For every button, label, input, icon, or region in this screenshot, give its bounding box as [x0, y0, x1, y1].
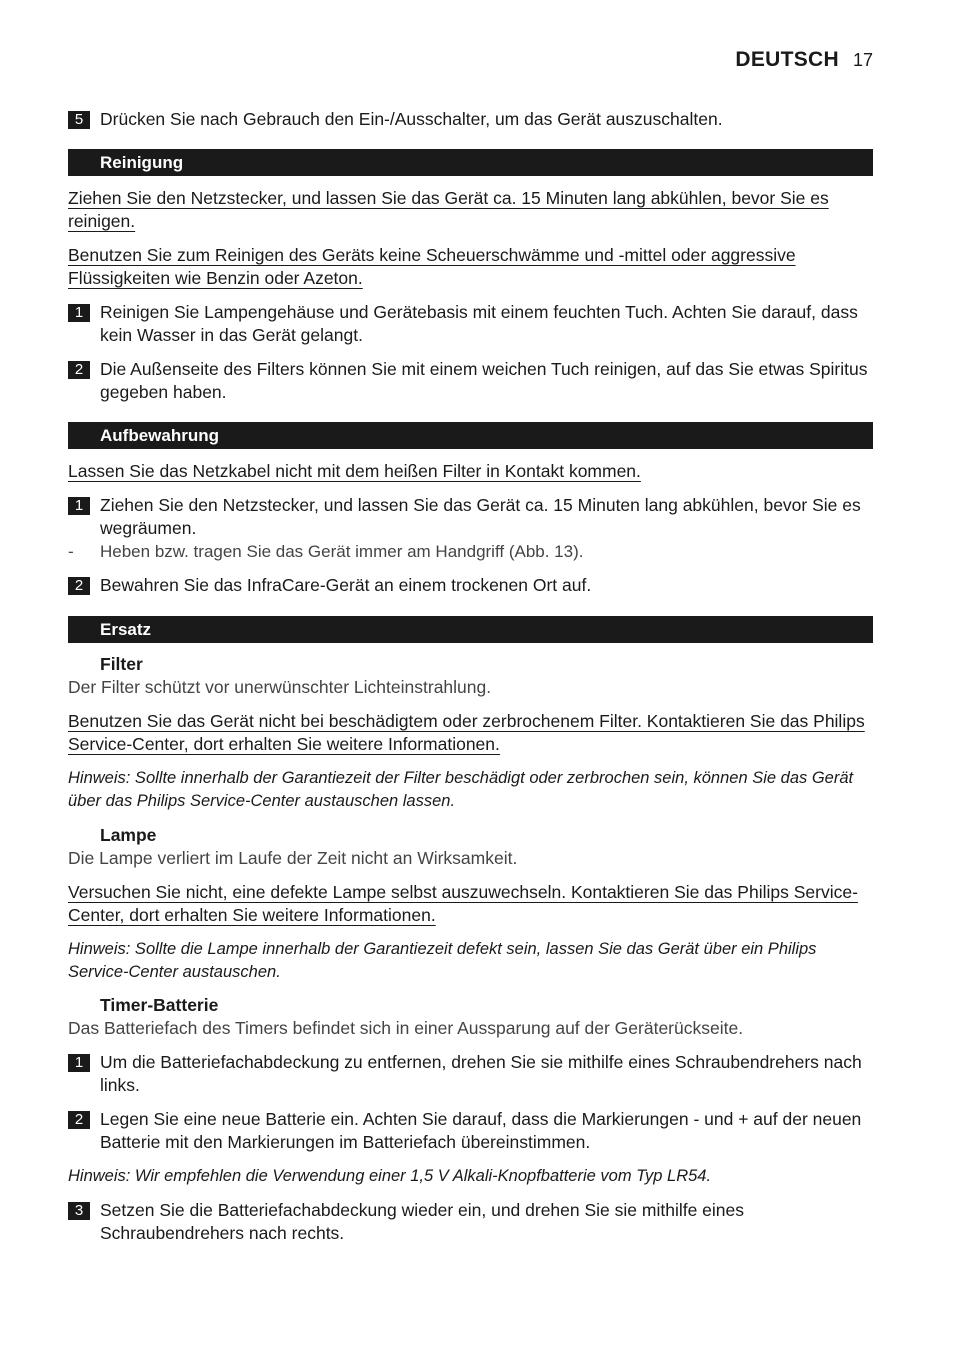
note-text: Hinweis: Sollte die Lampe innerhalb der Garantiezeit defekt sein, lassen Sie das Gerät über ein Philips Service-Center austauschen. — [68, 940, 817, 981]
step-item — [68, 1051, 873, 1097]
step-number: 1 — [68, 1054, 90, 1072]
step-item — [68, 1199, 873, 1245]
section-title-aufbewahrung: Aufbewahrung — [68, 422, 873, 449]
step-number: 2 — [68, 577, 90, 595]
section-title-ersatz: Ersatz — [68, 616, 873, 643]
subheading-timer-batterie: Timer-Batterie — [100, 995, 219, 1015]
step-item — [68, 574, 873, 597]
step-item — [68, 301, 873, 347]
step-text: Reinigen Sie Lampengehäuse und Gerätebasis mit einem feuchten Tuch. Achten Sie darauf, dass kein Wasser in das Gerät gelangt. — [100, 302, 858, 345]
note-text: Hinweis: Sollte innerhalb der Garantiezeit der Filter beschädigt oder zerbrochen sein, können Sie das Gerät über das Philips Service-Center austauschen lassen. — [68, 769, 854, 810]
page-number: 17 — [852, 50, 873, 70]
step-text: Bewahren Sie das InfraCare-Gerät an einem trockenen Ort auf. — [100, 575, 592, 595]
body-text: Die Lampe verliert im Laufe der Zeit nicht an Wirksamkeit. — [68, 848, 518, 868]
warning-text: Versuchen Sie nicht, eine defekte Lampe selbst auszuwechseln. Kontaktieren Sie das Philips Service-Center, dort erhalten Sie weitere Informationen. — [68, 882, 858, 925]
step-text: Ziehen Sie den Netzstecker, und lassen Sie das Gerät ca. 15 Minuten lang abkühlen, bevor Sie es wegräumen. — [100, 495, 861, 538]
step-text: Legen Sie eine neue Batterie ein. Achten Sie darauf, dass die Markierungen - und + auf der neuen Batterie mit den Markierungen im Batteriefach übereinstimmen. — [100, 1109, 862, 1152]
dash-text: Heben bzw. tragen Sie das Gerät immer am Handgriff (Abb. 13). — [100, 542, 584, 561]
step-text: Um die Batteriefachabdeckung zu entfernen, drehen Sie sie mithilfe eines Schraubendrehers nach links. — [100, 1052, 862, 1095]
step-item — [68, 494, 873, 540]
step-number: 2 — [68, 1111, 90, 1129]
warning-text: Lassen Sie das Netzkabel nicht mit dem heißen Filter in Kontakt kommen. — [68, 461, 641, 481]
step-text: Die Außenseite des Filters können Sie mit einem weichen Tuch reinigen, auf das Sie etwas Spiritus gegeben haben. — [100, 359, 868, 402]
body-text: Das Batteriefach des Timers befindet sich in einer Aussparung auf der Geräterückseite. — [68, 1018, 744, 1038]
dash-marker: - — [68, 542, 74, 561]
step-item — [68, 1108, 873, 1154]
page-header — [735, 48, 873, 72]
section-title-reinigung: Reinigung — [68, 149, 873, 176]
subheading-filter: Filter — [100, 654, 143, 674]
step-item — [68, 108, 873, 131]
body-text: Der Filter schützt vor unerwünschter Lichteinstrahlung. — [68, 677, 492, 697]
warning-text: Benutzen Sie das Gerät nicht bei beschädigtem oder zerbrochenem Filter. Kontaktieren Sie das Philips Service-Center, dort erhalten Sie weitere Informationen. — [68, 711, 865, 754]
warning-text: Ziehen Sie den Netzstecker, und lassen Sie das Gerät ca. 15 Minuten lang abkühlen, bevor Sie es reinigen. — [68, 188, 829, 231]
dash-item — [68, 540, 873, 563]
step-text: Drücken Sie nach Gebrauch den Ein-/Ausschalter, um das Gerät auszuschalten. — [100, 109, 723, 129]
note-text: Hinweis: Wir empfehlen die Verwendung einer 1,5 V Alkali-Knopfbatterie vom Typ LR54. — [68, 1167, 712, 1185]
warning-text: Benutzen Sie zum Reinigen des Geräts keine Scheuerschwämme und -mittel oder aggressive Flüssigkeiten wie Benzin oder Azeton. — [68, 245, 796, 288]
step-item — [68, 358, 873, 404]
step-number: 5 — [68, 111, 90, 129]
subheading-lampe: Lampe — [100, 825, 157, 845]
step-text: Setzen Sie die Batteriefachabdeckung wieder ein, und drehen Sie sie mithilfe eines Schraubendrehers nach rechts. — [100, 1200, 745, 1243]
step-number: 1 — [68, 497, 90, 515]
step-number: 2 — [68, 361, 90, 379]
language-label: DEUTSCH — [735, 48, 839, 71]
step-number: 1 — [68, 304, 90, 322]
step-number: 3 — [68, 1202, 90, 1220]
